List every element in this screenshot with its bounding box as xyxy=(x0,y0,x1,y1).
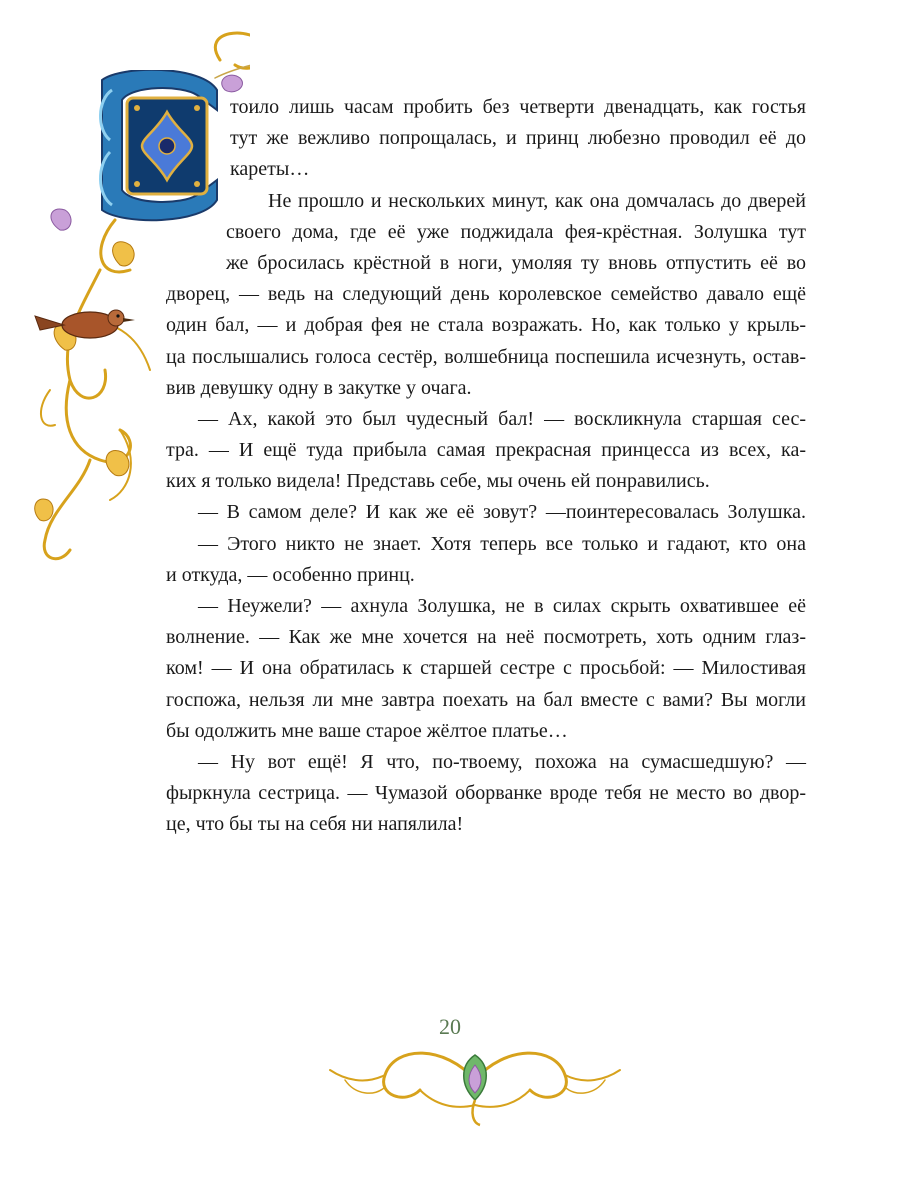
text-line: фыркнула сестрица. — Чумазой оборванке вроде тебя не место во двор- xyxy=(166,782,806,805)
text-line: тра. — И ещё туда прибыла самая прекрасная принцесса из всех, ка- xyxy=(166,439,806,462)
text-line: же бросилась крёстной в ноги, умоляя ту вновь отпустить её во xyxy=(226,251,806,274)
text-line: госпожа, нельзя ли мне завтра поехать на бал вместе с вами? Вы могли xyxy=(166,688,806,711)
text-line: — Ах, какой это был чудесный бал! — воскликнула старшая сес- xyxy=(198,407,806,430)
text-line: тоило лишь часам пробить без четверти двенадцать, как гостья xyxy=(230,96,806,118)
bottom-flourish-ornament xyxy=(325,1025,625,1135)
text-line: це, что бы ты на себя ни напялила! xyxy=(166,813,464,836)
text-line: — В самом деле? И как же её зовут? —поинтересовалась Золушка. xyxy=(198,501,806,524)
text-line: — Неужели? — ахнула Золушка, не в силах скрыть охватившее её xyxy=(198,595,806,617)
acanthus-leaf-icon xyxy=(464,1055,487,1125)
text-line: один бал, — и добрая фея не стала возражать. Но, как только у крыль- xyxy=(166,314,806,337)
text-line: бы одолжить мне ваше старое жёлтое платье… xyxy=(166,719,568,742)
text-line: дворец, — ведь на следующий день королевское семейство давало ещё xyxy=(166,283,806,306)
text-line: ца послышались голоса сестёр, волшебница поспешила исчезнуть, остав- xyxy=(166,345,806,368)
text-line: тут же вежливо попрощалась, и принц любезно проводил её до xyxy=(230,127,806,150)
story-text xyxy=(166,92,806,841)
text-line: Не прошло и нескольких минут, как она домчалась до дверей xyxy=(268,189,806,212)
text-line: волнение. — Как же мне хочется на неё посмотреть, хоть одним глаз- xyxy=(166,626,806,649)
text-line: вив девушку одну в закутке у очага. xyxy=(166,376,472,399)
text-line: ком! — И она обратилась к старшей сестре с просьбой: — Милостивая xyxy=(166,657,806,680)
text-line: своего дома, где её уже поджидала фея-крёстная. Золушка тут xyxy=(226,220,806,243)
page-number: 20 xyxy=(439,1014,461,1039)
text-line: — Ну вот ещё! Я что, по-твоему, похожа на сумасшедшую? — xyxy=(198,750,806,773)
text-line: ких я только видела! Представь себе, мы очень ей понравились. xyxy=(166,470,710,493)
bird-illustration xyxy=(35,310,135,338)
text-line: — Этого никто не знает. Хотя теперь все только и гадают, кто она xyxy=(198,532,806,555)
text-line: кареты… xyxy=(230,158,310,181)
text-line: и откуда, — особенно принц. xyxy=(166,563,415,586)
